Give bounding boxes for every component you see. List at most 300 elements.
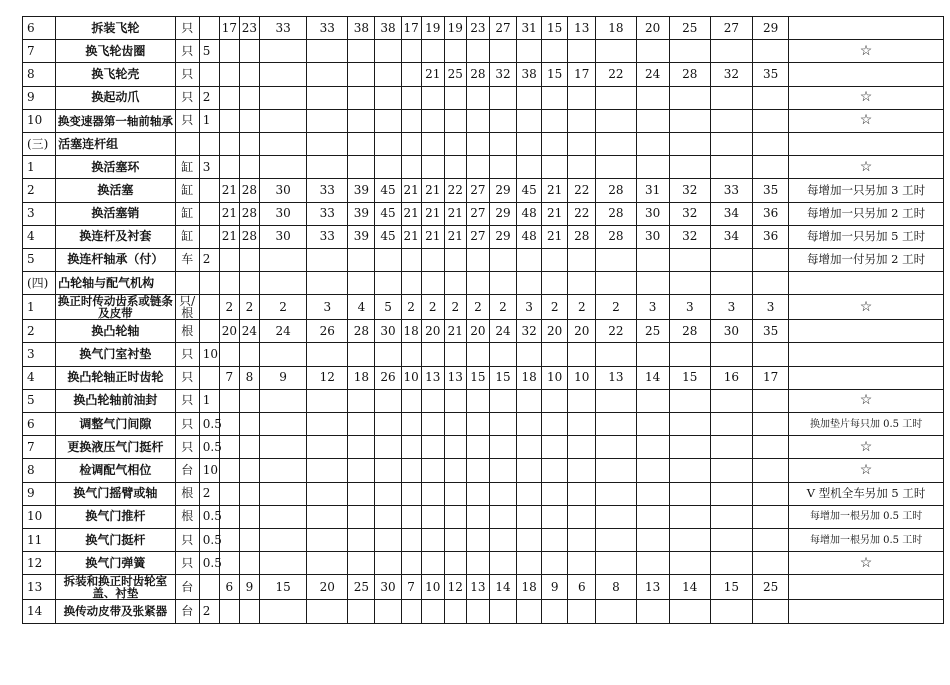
hour-value [669, 505, 710, 528]
hour-value [710, 248, 752, 271]
hour-value [375, 552, 401, 575]
hour-value [636, 86, 669, 109]
hour-value [636, 343, 669, 366]
unit: 只 [175, 40, 199, 63]
hour-value [348, 156, 375, 179]
unit: 台 [175, 600, 199, 623]
hour-value [568, 600, 596, 623]
empty-cell [466, 132, 489, 155]
hour-value [219, 505, 239, 528]
row-number: 6 [23, 17, 56, 40]
item-name: 换变速器第一轴前轴承 [56, 109, 176, 132]
table-row [23, 436, 944, 459]
standard-hours: 2 [199, 248, 219, 271]
hour-value [239, 63, 259, 86]
hour-value: 3 [710, 295, 752, 320]
hour-value: 30 [259, 225, 306, 248]
hour-value: 21 [219, 225, 239, 248]
hour-value: 33 [259, 17, 306, 40]
empty-cell [789, 132, 944, 155]
hour-value: 36 [753, 225, 789, 248]
hour-value [753, 248, 789, 271]
hour-value [421, 600, 444, 623]
hour-value [596, 248, 636, 271]
hour-value [444, 413, 466, 436]
row-number: (三) [23, 132, 56, 155]
note: 换加垫片每只加 0.5 工时 [789, 413, 944, 436]
row-number: 5 [23, 389, 56, 412]
hour-value: 2 [219, 295, 239, 320]
hour-value [517, 248, 542, 271]
hour-value [259, 482, 306, 505]
hour-value [710, 413, 752, 436]
hour-value: 24 [489, 320, 516, 343]
item-name: 换活塞 [56, 179, 176, 202]
hour-value: 24 [259, 320, 306, 343]
hour-value: 29 [753, 17, 789, 40]
hour-value: 28 [466, 63, 489, 86]
hour-value [710, 343, 752, 366]
hour-value [466, 600, 489, 623]
hour-value [517, 156, 542, 179]
hour-value: 18 [517, 366, 542, 389]
hour-value [517, 505, 542, 528]
hour-value [421, 528, 444, 551]
unit: 根 [175, 320, 199, 343]
hour-value [401, 436, 421, 459]
hour-value: 45 [517, 179, 542, 202]
row-number: 8 [23, 459, 56, 482]
note: V 型机全车另加 5 工时 [789, 482, 944, 505]
hour-value [517, 482, 542, 505]
hour-value [239, 86, 259, 109]
hour-value [466, 436, 489, 459]
hour-value [219, 482, 239, 505]
unit: 缸 [175, 225, 199, 248]
hour-value: 21 [542, 202, 568, 225]
hour-value [444, 40, 466, 63]
hour-value [239, 482, 259, 505]
hour-value [542, 40, 568, 63]
hour-value [753, 459, 789, 482]
hour-value: 28 [239, 202, 259, 225]
row-number: 2 [23, 320, 56, 343]
empty-cell [542, 132, 568, 155]
empty-cell [175, 272, 199, 295]
hour-value: 10 [401, 366, 421, 389]
standard-hours: 5 [199, 40, 219, 63]
hour-value: 26 [375, 366, 401, 389]
hour-value [596, 40, 636, 63]
hour-value: 15 [542, 17, 568, 40]
hour-value [348, 436, 375, 459]
hour-value [636, 436, 669, 459]
hour-value [596, 459, 636, 482]
hour-value: 14 [489, 575, 516, 600]
hour-value [753, 156, 789, 179]
hour-value: 2 [596, 295, 636, 320]
hour-value: 2 [421, 295, 444, 320]
hour-value [669, 482, 710, 505]
hour-value [259, 459, 306, 482]
hour-value: 30 [375, 320, 401, 343]
unit: 只 [175, 17, 199, 40]
note: 每增加一根另加 0.5 工时 [789, 505, 944, 528]
unit: 只 [175, 389, 199, 412]
hour-value: 21 [542, 225, 568, 248]
row-number: 8 [23, 63, 56, 86]
hour-value [596, 413, 636, 436]
hour-value: 15 [710, 575, 752, 600]
unit: 台 [175, 575, 199, 600]
hour-value: 8 [596, 575, 636, 600]
table-row [23, 482, 944, 505]
table-row [23, 40, 944, 63]
hour-value [596, 343, 636, 366]
hour-value: 30 [259, 202, 306, 225]
hour-value [307, 413, 348, 436]
hour-value [636, 40, 669, 63]
section-title: 凸轮轴与配气机构 [56, 272, 176, 295]
row-number: 4 [23, 225, 56, 248]
hour-value [375, 505, 401, 528]
note: ☆ [789, 156, 944, 179]
row-number: 7 [23, 40, 56, 63]
table-row [23, 63, 944, 86]
hour-value [239, 528, 259, 551]
hour-value: 45 [375, 225, 401, 248]
hour-value [401, 343, 421, 366]
standard-hours: 0.5 [199, 528, 219, 551]
hour-value: 32 [669, 179, 710, 202]
hour-value [421, 552, 444, 575]
hour-value [753, 600, 789, 623]
hour-value [401, 413, 421, 436]
hour-value: 15 [259, 575, 306, 600]
empty-cell [444, 272, 466, 295]
hour-value [568, 528, 596, 551]
item-name: 换连杆及衬套 [56, 225, 176, 248]
unit: 只 [175, 343, 199, 366]
hour-value [636, 459, 669, 482]
hour-value: 17 [219, 17, 239, 40]
hour-value [307, 436, 348, 459]
empty-cell [636, 132, 669, 155]
hour-value [596, 482, 636, 505]
item-name: 换飞轮壳 [56, 63, 176, 86]
hour-value: 27 [466, 202, 489, 225]
hour-value [401, 459, 421, 482]
hour-value: 17 [401, 17, 421, 40]
hour-value [753, 505, 789, 528]
hour-value [669, 389, 710, 412]
hour-value: 21 [421, 63, 444, 86]
hour-value [466, 552, 489, 575]
empty-cell [401, 132, 421, 155]
row-number: 11 [23, 528, 56, 551]
hour-value [421, 482, 444, 505]
hour-value [669, 40, 710, 63]
hour-value [375, 248, 401, 271]
hour-value: 20 [421, 320, 444, 343]
hour-value: 18 [517, 575, 542, 600]
hour-value: 33 [307, 225, 348, 248]
hour-value [375, 86, 401, 109]
hour-value [239, 436, 259, 459]
hour-value [568, 40, 596, 63]
item-name: 换活塞销 [56, 202, 176, 225]
hour-value [542, 528, 568, 551]
hour-value [596, 600, 636, 623]
row-number: 6 [23, 413, 56, 436]
empty-cell [542, 272, 568, 295]
hour-value: 15 [489, 366, 516, 389]
hour-value [669, 156, 710, 179]
empty-cell [401, 272, 421, 295]
table-row [23, 295, 944, 320]
hour-value: 20 [636, 17, 669, 40]
item-name: 换气门摇臂或轴 [56, 482, 176, 505]
empty-cell [669, 272, 710, 295]
standard-hours: 1 [199, 389, 219, 412]
table-row [23, 156, 944, 179]
hour-value [542, 389, 568, 412]
hour-value [421, 343, 444, 366]
hour-value [307, 505, 348, 528]
note [789, 17, 944, 40]
row-number: 3 [23, 202, 56, 225]
hour-value [710, 389, 752, 412]
unit: 根 [175, 505, 199, 528]
row-number: 7 [23, 436, 56, 459]
hour-value: 21 [219, 179, 239, 202]
standard-hours: 1 [199, 109, 219, 132]
hour-value: 6 [219, 575, 239, 600]
hour-value: 3 [307, 295, 348, 320]
hour-value [401, 482, 421, 505]
unit: 只 [175, 63, 199, 86]
row-number: 10 [23, 505, 56, 528]
hour-value [753, 86, 789, 109]
hour-value: 28 [568, 225, 596, 248]
hour-value [348, 600, 375, 623]
hour-value: 22 [444, 179, 466, 202]
item-name: 换传动皮带及张紧器 [56, 600, 176, 623]
hour-value [307, 40, 348, 63]
hour-value [710, 552, 752, 575]
hour-value [636, 389, 669, 412]
hour-value [669, 109, 710, 132]
hour-value [753, 413, 789, 436]
row-number: 13 [23, 575, 56, 600]
note: ☆ [789, 109, 944, 132]
row-number: 10 [23, 109, 56, 132]
hour-value [636, 482, 669, 505]
hour-value [542, 156, 568, 179]
hour-value: 2 [489, 295, 516, 320]
hour-value [259, 86, 306, 109]
hour-value [307, 459, 348, 482]
hour-value: 18 [596, 17, 636, 40]
empty-cell [307, 272, 348, 295]
hour-value: 28 [239, 179, 259, 202]
hour-value [753, 528, 789, 551]
hour-value: 15 [466, 366, 489, 389]
hour-value [401, 86, 421, 109]
hour-value: 35 [753, 63, 789, 86]
hour-value [259, 63, 306, 86]
row-number: 14 [23, 600, 56, 623]
hour-value: 14 [669, 575, 710, 600]
hour-value: 21 [401, 179, 421, 202]
empty-cell [199, 132, 219, 155]
note: 每增加一只另加 2 工时 [789, 202, 944, 225]
hour-value [517, 436, 542, 459]
hour-value: 33 [307, 17, 348, 40]
table-row [23, 459, 944, 482]
hour-value [489, 436, 516, 459]
hour-value [466, 482, 489, 505]
hour-value [375, 156, 401, 179]
hour-value: 13 [636, 575, 669, 600]
hour-value: 23 [239, 17, 259, 40]
empty-cell [710, 272, 752, 295]
hour-value: 7 [219, 366, 239, 389]
row-number: 1 [23, 295, 56, 320]
note: ☆ [789, 436, 944, 459]
hour-value [259, 248, 306, 271]
item-name: 换凸轮轴 [56, 320, 176, 343]
hour-value: 15 [669, 366, 710, 389]
hour-value [239, 109, 259, 132]
hour-value [466, 413, 489, 436]
empty-cell [596, 132, 636, 155]
hour-value [219, 436, 239, 459]
table-row [23, 505, 944, 528]
hour-value [307, 482, 348, 505]
hour-value [307, 248, 348, 271]
hour-value [489, 40, 516, 63]
hour-value [710, 482, 752, 505]
item-name: 调整气门间隙 [56, 413, 176, 436]
item-name: 换气门弹簧 [56, 552, 176, 575]
item-name: 换正时传动齿系或链条及皮带 [56, 295, 176, 320]
table-row [23, 17, 944, 40]
hour-value [542, 413, 568, 436]
hour-value [710, 156, 752, 179]
hour-value: 38 [375, 17, 401, 40]
hour-value: 3 [636, 295, 669, 320]
hour-value [401, 505, 421, 528]
hour-value: 32 [517, 320, 542, 343]
hour-value: 3 [517, 295, 542, 320]
empty-cell [517, 272, 542, 295]
hour-value [259, 389, 306, 412]
table-row [23, 320, 944, 343]
hour-value: 2 [401, 295, 421, 320]
hour-value [596, 528, 636, 551]
item-name: 换凸轮轴前油封 [56, 389, 176, 412]
unit: 缸 [175, 156, 199, 179]
hour-value [517, 86, 542, 109]
hour-value [307, 86, 348, 109]
hour-value [219, 63, 239, 86]
empty-cell [753, 272, 789, 295]
hour-value [710, 40, 752, 63]
hour-value: 28 [669, 63, 710, 86]
hour-value: 25 [669, 17, 710, 40]
note: ☆ [789, 552, 944, 575]
hour-value [636, 505, 669, 528]
hour-value [219, 600, 239, 623]
hour-value: 2 [542, 295, 568, 320]
hour-value [568, 459, 596, 482]
empty-cell [789, 272, 944, 295]
hour-value: 29 [489, 202, 516, 225]
hour-value [348, 109, 375, 132]
hour-value: 21 [401, 202, 421, 225]
hour-value: 10 [542, 366, 568, 389]
empty-cell [307, 132, 348, 155]
hour-value [568, 86, 596, 109]
empty-cell [348, 272, 375, 295]
hour-value [489, 109, 516, 132]
hour-value: 17 [753, 366, 789, 389]
item-name: 换凸轮轴正时齿轮 [56, 366, 176, 389]
hour-value [239, 552, 259, 575]
hour-value: 19 [421, 17, 444, 40]
unit: 只 [175, 86, 199, 109]
hour-value: 28 [348, 320, 375, 343]
hour-value [489, 156, 516, 179]
hour-value [421, 109, 444, 132]
hour-value [542, 248, 568, 271]
hour-value [568, 248, 596, 271]
hour-value [444, 436, 466, 459]
hour-value [517, 413, 542, 436]
hour-value: 34 [710, 202, 752, 225]
empty-cell [568, 132, 596, 155]
hour-value: 39 [348, 179, 375, 202]
hour-value [239, 156, 259, 179]
hour-value [466, 505, 489, 528]
note [789, 600, 944, 623]
hour-value [568, 436, 596, 459]
hour-value [348, 343, 375, 366]
hour-value [710, 459, 752, 482]
empty-cell [596, 272, 636, 295]
hour-value: 4 [348, 295, 375, 320]
hour-value [239, 459, 259, 482]
hour-value [596, 436, 636, 459]
hour-value [710, 86, 752, 109]
hour-value [259, 156, 306, 179]
hour-value [219, 156, 239, 179]
hour-value: 28 [596, 202, 636, 225]
hour-value: 30 [636, 202, 669, 225]
hour-value [421, 389, 444, 412]
hour-value [517, 40, 542, 63]
hour-value [348, 528, 375, 551]
hour-value [401, 156, 421, 179]
note: ☆ [789, 86, 944, 109]
hour-value [219, 459, 239, 482]
empty-cell [568, 272, 596, 295]
hour-value [466, 86, 489, 109]
hour-value [239, 248, 259, 271]
hour-value [568, 156, 596, 179]
standard-hours [199, 17, 219, 40]
